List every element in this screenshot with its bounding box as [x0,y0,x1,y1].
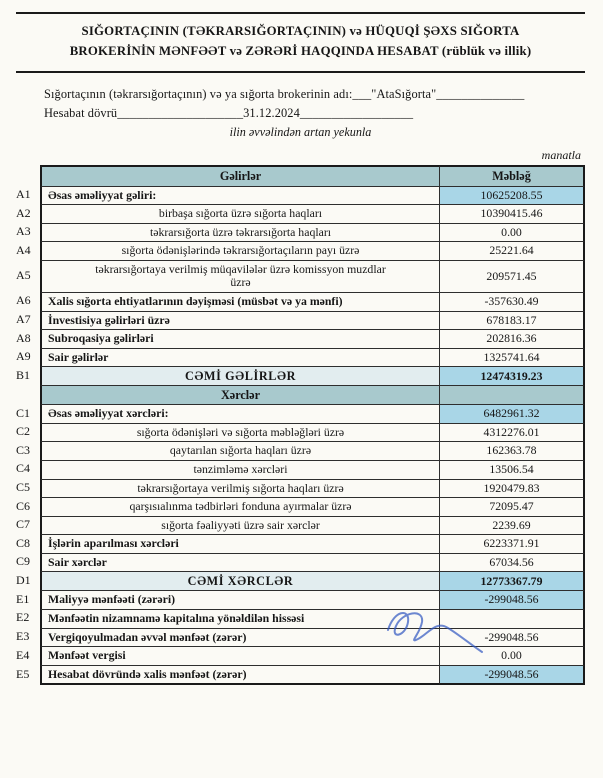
row-id: A9 [16,349,31,364]
row-id: E5 [16,667,30,682]
row-value: 202816.36 [439,329,585,348]
row-label: sığorta fəaliyyəti üzrə sair xərclər [40,516,439,535]
row-label: Sair xərclər [40,553,439,572]
table-row-b1-total-income [16,366,585,385]
report-title [16,12,585,73]
row-value [439,609,585,628]
table-row-e3 [16,628,585,647]
row-label: Maliyyə mənfəəti (zərəri) [40,590,439,609]
table-row-c3 [16,441,585,460]
row-label: təkrarsığorta üzrə təkrarsığorta haqları [40,223,439,242]
row-id: C8 [16,535,31,550]
table-row-a6 [16,292,585,311]
row-value: 13506.54 [439,460,585,479]
row-label: Əsas əməliyyat gəliri: [40,186,439,205]
row-id: C3 [16,442,31,457]
report-table [16,165,585,686]
row-value: 678183.17 [439,311,585,330]
table-row-c5 [16,479,585,498]
row-label: sığorta ödənişləri və sığorta məbləğləri üzrə [40,423,439,442]
row-label: İşlərin aparılması xərcləri [40,534,439,553]
row-id: C2 [16,424,31,439]
row-id: A4 [16,242,31,257]
row-label: Vergiqoyulmadan əvvəl mənfəət (zərər) [40,628,439,647]
table-row-c8 [16,534,585,553]
table-row-a9 [16,348,585,367]
table-row-a7 [16,311,585,330]
table-row-c2 [16,423,585,442]
row-label: qaytarılan sığorta haqları üzrə [40,441,439,460]
cumulative-note: ilin əvvəlindən artan yekunla [229,124,372,139]
row-value: 162363.78 [439,441,585,460]
table-row-a5 [16,260,585,292]
row-value: 10625208.55 [439,186,585,205]
row-value: 1920479.83 [439,479,585,498]
row-value: 209571.45 [439,260,585,292]
row-label: Sair gəlirlər [40,348,439,367]
insurer-name-line: Sığortaçının (təkrarsığortaçının) və ya sığorta brokerinin adı:___"AtaSığorta"______________ [44,86,525,101]
row-value: 25221.64 [439,241,585,260]
row-id [16,385,40,404]
table-row-a2 [16,204,585,223]
row-value: 12773367.79 [439,571,585,590]
table-row-d1-total-expenses [16,571,585,590]
row-id: C7 [16,517,31,532]
row-value: 6223371.91 [439,534,585,553]
table-header-row [16,165,585,186]
row-label: Mənfəət vergisi [40,646,439,665]
row-label: Xalis sığorta ehtiyatlarının dəyişməsi (müsbət və ya mənfi) [40,292,439,311]
income-column-header: Gəlirlər [40,165,439,186]
row-id: A3 [16,224,31,239]
report-title-line1: SIĞORTAÇININ (TƏKRARSIĞORTAÇININ) və HÜQUQİ ŞƏXS SIĞORTA [81,24,520,38]
expenses-section-row [16,385,585,404]
currency-note: manatla [541,147,581,162]
table-row-e5 [16,665,585,686]
table-row-e1 [16,590,585,609]
row-id: E3 [16,628,30,643]
row-id: E2 [16,610,30,625]
table-row-a4 [16,241,585,260]
amount-column-header: Məbləğ [439,165,585,186]
row-value: 6482961.32 [439,404,585,423]
row-value: -299048.56 [439,590,585,609]
row-label: CƏMİ XƏRCLƏR [40,571,439,590]
table-row-a8 [16,329,585,348]
row-value: 10390415.46 [439,204,585,223]
row-id: A1 [16,187,31,202]
table-row-a3 [16,223,585,242]
row-id: C5 [16,479,31,494]
row-id: A2 [16,205,31,220]
row-id: B1 [16,367,31,382]
row-value: 72095.47 [439,497,585,516]
row-value: 2239.69 [439,516,585,535]
expenses-section-blank [439,385,585,404]
row-value: -299048.56 [439,628,585,647]
row-label: Əsas əməliyyat xərcləri: [40,404,439,423]
row-id: A6 [16,293,31,308]
row-value: 67034.56 [439,553,585,572]
table-row-c6 [16,497,585,516]
report-title-line2: BROKERİNİN MƏNFƏƏT və ZƏRƏRİ HAQQINDA HESABAT (rüblük və illik) [69,43,532,58]
row-value: 0.00 [439,223,585,242]
row-label: tənzimləmə xərcləri [40,460,439,479]
table-row-a1 [16,186,585,205]
row-label: İnvestisiya gəlirləri üzrə [40,311,439,330]
row-label: CƏMİ GƏLİRLƏR [40,366,439,385]
row-value: 4312276.01 [439,423,585,442]
row-value: 0.00 [439,646,585,665]
table-row-c7 [16,516,585,535]
row-id: E1 [16,591,30,606]
table-row-c9 [16,553,585,572]
row-id: A5 [16,268,31,283]
row-label: Hesabat dövründə xalis mənfəət (zərər) [40,665,439,686]
report-period-line: Hesabat dövrü____________________31.12.2024__________________ [44,105,414,120]
row-label: birbaşa sığorta üzrə sığorta haqları [40,204,439,223]
row-id: E4 [16,647,30,662]
row-value: -357630.49 [439,292,585,311]
report-info [44,87,585,121]
row-label: təkrarsığortaya verilmiş sığorta haqları üzrə [40,479,439,498]
table-row-e2 [16,609,585,628]
row-label: təkrarsığortaya verilmiş müqavilələr üzrə komissyon muzdlar üzrə [40,260,439,292]
row-label: qarşısıalınma tədbirləri fonduna ayırmalar üzrə [40,497,439,516]
row-id: A7 [16,311,31,326]
expenses-section-header: Xərclər [40,385,439,404]
row-label: sığorta ödənişlərində təkrarsığortaçıların payı üzrə [40,241,439,260]
row-id: A8 [16,330,31,345]
row-id: C9 [16,554,31,569]
row-label: Subroqasiya gəlirləri [40,329,439,348]
table-row-e4 [16,646,585,665]
table-row-c4 [16,460,585,479]
row-id [16,165,40,186]
table-row-c1 [16,404,585,423]
row-value: 12474319.23 [439,366,585,385]
row-id: C6 [16,498,31,513]
row-id: C4 [16,461,31,476]
row-label: Mənfəətin nizamnamə kapitalına yönəldilən hissəsi [40,609,439,628]
row-value: 1325741.64 [439,348,585,367]
row-id: C1 [16,405,31,420]
row-id: D1 [16,573,31,588]
row-value: -299048.56 [439,665,585,686]
